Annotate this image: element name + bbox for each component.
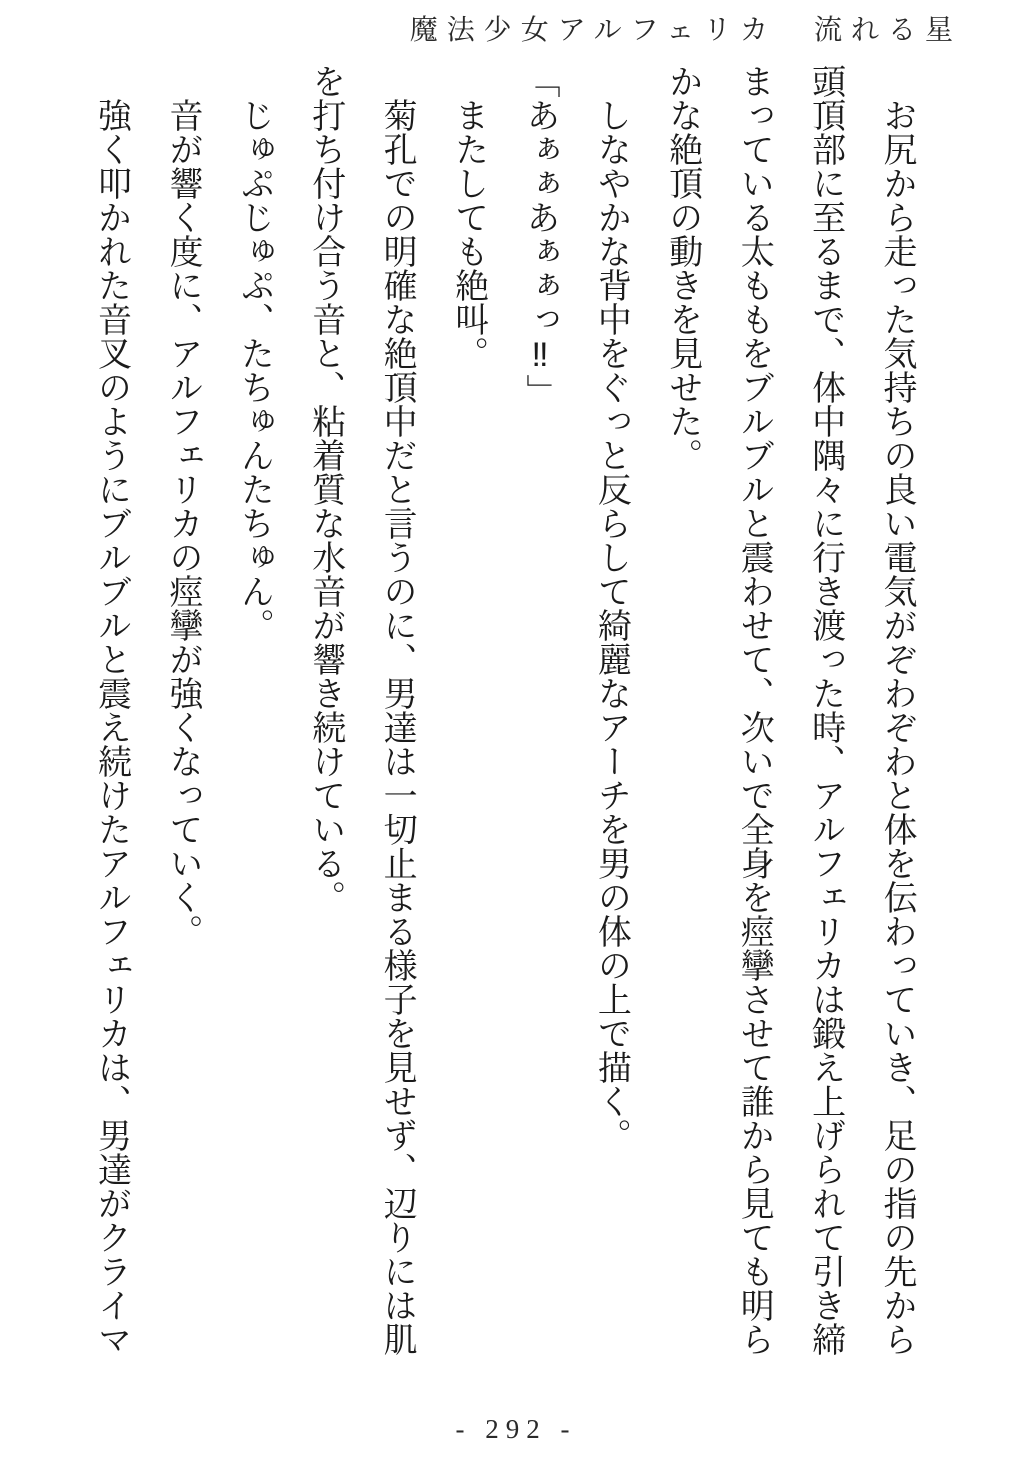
page-number: - 292 - (455, 1414, 577, 1444)
paragraph-3: 「あぁぁあぁぁっ‼」 (520, 64, 559, 408)
paragraph-7: 音が響く度に、アルフェリカの痙攣が強くなっていく。 (163, 98, 202, 948)
paragraph-5: 菊孔での明確な絶頂中だと言うのに、男達は一切止まる様子を見せず、辺りには肌を打ち付け合う音と、粘着質な水音が響き続けている。 (306, 64, 417, 1356)
paragraph-8: 強く叩かれた音叉のようにブルブルと震え続けたアルフェリカは、男達がクライマ (92, 98, 131, 1356)
body-text-block (75, 64, 932, 1360)
paragraph-4: またしても絶叫。 (449, 98, 488, 370)
paragraph-2: しなやかな背中をぐっと反らして綺麗なアーチを男の体の上で描く。 (592, 98, 631, 1152)
running-header-title: 魔法少女アルフェリカ 流れる星 (409, 15, 962, 46)
paragraph-1: お尻から走った気持ちの良い電気がぞわぞわと体を伝わっていき、足の指の先から頭頂部に至るまで、体中隅々に行き渡った時、アルフェリカは鍛え上げられて引き締まっている太ももをブルブルと震わせて、次いで全身を痙攣させて誰から見ても明らかな絶頂の動きを見せた。 (663, 64, 916, 1356)
paragraph-6: じゅぷじゅぷ、たちゅんたちゅん。 (235, 98, 274, 642)
